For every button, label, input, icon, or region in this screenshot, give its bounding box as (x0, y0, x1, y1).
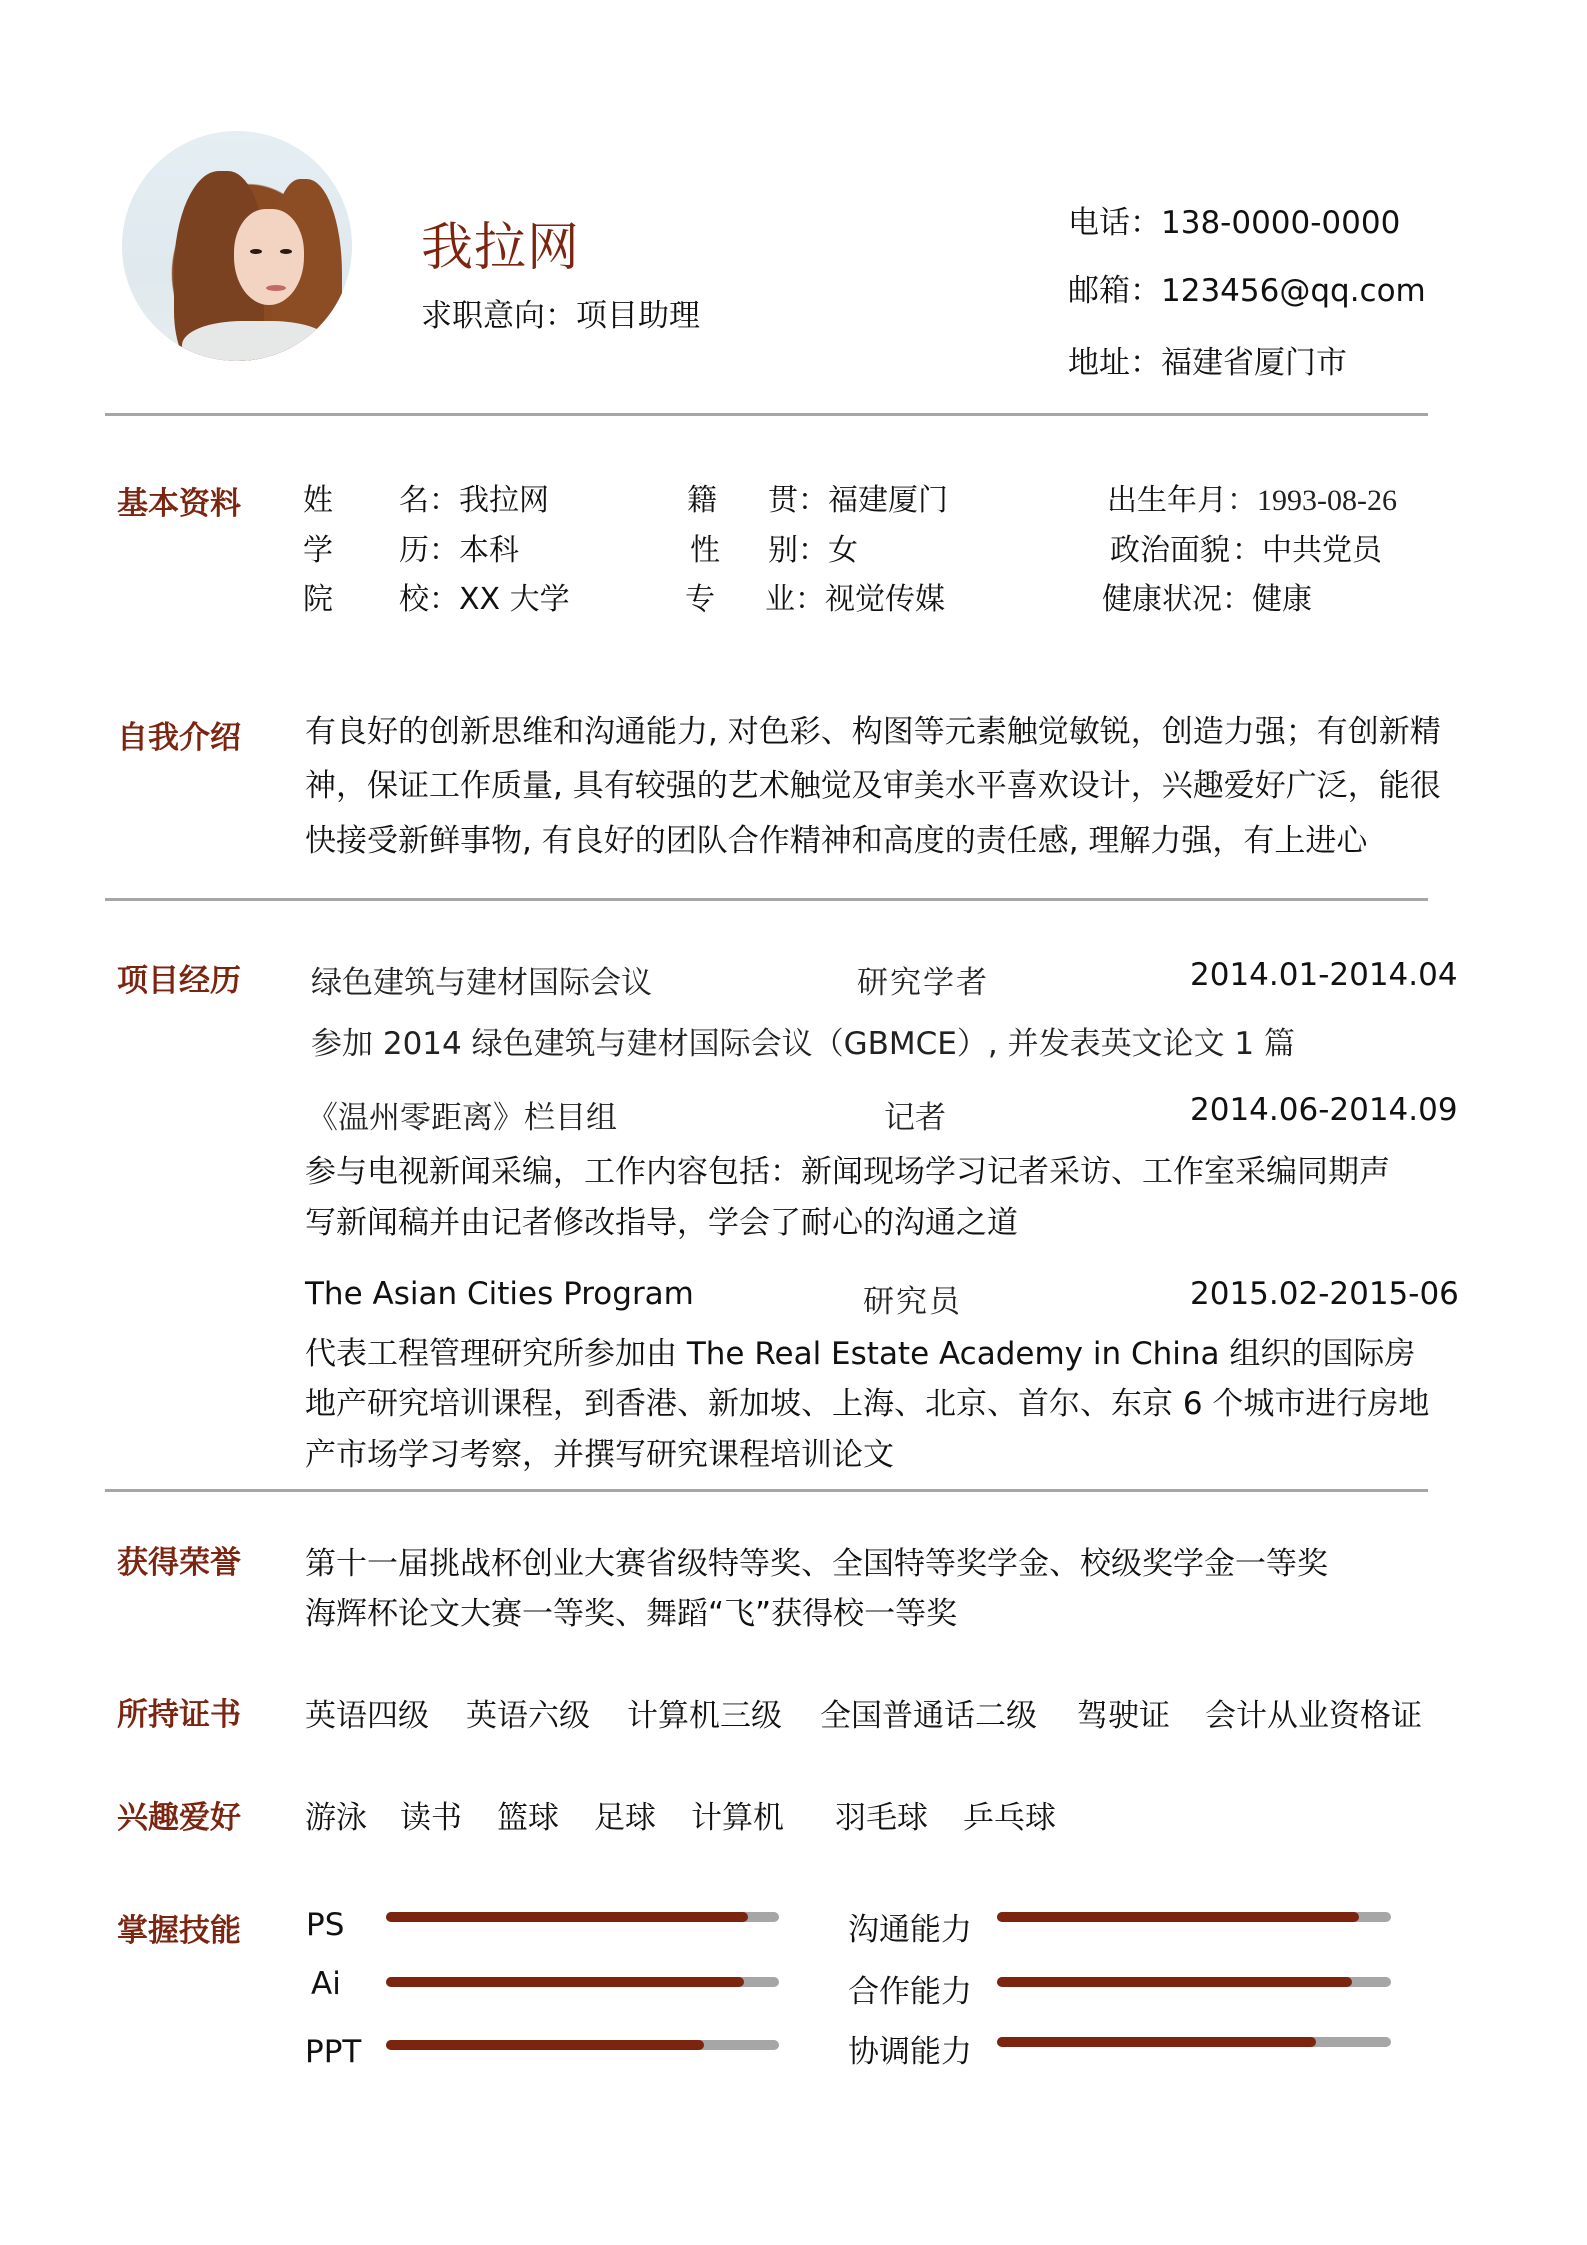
skill-label: 沟通能力 (848, 1912, 972, 1948)
certificate-item: 驾驶证 (1077, 1698, 1170, 1734)
info-value-gender: ：女 (798, 533, 858, 568)
project-period: 2014.01-2014.04 (1190, 957, 1458, 993)
skill-bar (997, 1977, 1391, 1987)
certificate-item: 全国普通话二级 (820, 1698, 1037, 1734)
contact-email: 邮箱：123456@qq.com (1068, 273, 1426, 309)
divider (105, 898, 1428, 901)
divider (105, 413, 1428, 416)
info-key-char: 籍 (687, 483, 717, 518)
contact-address: 地址：福建省厦门市 (1068, 345, 1347, 381)
section-heading-hobbies: 兴趣爱好 (117, 1800, 241, 1836)
photo-eye (250, 249, 262, 254)
info-key-char: 性 (690, 533, 720, 568)
info-value-education: ：本科 (429, 533, 519, 568)
certificate-item: 英语四级 (305, 1698, 429, 1734)
info-key-char: 别 (768, 533, 798, 568)
honor-line: 海辉杯论文大赛一等奖、舞蹈“飞”获得校一等奖 (305, 1596, 958, 1632)
info-key-char: 贯 (768, 483, 798, 518)
photo-face (234, 209, 304, 305)
skill-bar (997, 1912, 1391, 1922)
project-role: 研究学者 (857, 965, 989, 1001)
skill-label: PS (306, 1907, 345, 1943)
info-key-char: 院 (303, 582, 333, 617)
certificate-item: 计算机三级 (627, 1698, 782, 1734)
hobby-item: 游泳 (305, 1800, 367, 1836)
project-desc-line: 代表工程管理研究所参加由 The Real Estate Academy in China 组织的国际房 (305, 1336, 1416, 1372)
project-period: 2015.02-2015-06 (1190, 1276, 1459, 1312)
info-value-health: ：健康 (1222, 582, 1312, 617)
info-value-name: ：我拉网 (429, 483, 549, 518)
divider (105, 1489, 1428, 1492)
skill-bar (386, 2040, 779, 2050)
info-value-politics: ：中共党员 (1232, 533, 1382, 568)
project-role: 研究员 (863, 1284, 962, 1320)
info-value-major: ：视觉传媒 (795, 582, 945, 617)
info-key-politics: 政治面貌 (1110, 533, 1230, 568)
project-desc-line: 参与电视新闻采编，工作内容包括：新闻现场学习记者采访、工作室采编同期声 (305, 1154, 1390, 1190)
info-value-school: ：XX 大学 (429, 582, 570, 617)
self-intro-line: 快接受新鲜事物, 有良好的团队合作精神和高度的责任感, 理解力强，有上进心 (305, 823, 1368, 859)
project-role: 记者 (884, 1100, 946, 1136)
section-heading-honors: 获得荣誉 (117, 1545, 241, 1581)
hobby-item: 乒乓球 (963, 1800, 1056, 1836)
avatar-photo (122, 131, 352, 361)
info-key-char: 姓 (303, 483, 333, 518)
info-key-char: 历 (399, 533, 429, 568)
honor-line: 第十一届挑战杯创业大赛省级特等奖、全国特等奖学金、校级奖学金一等奖 (305, 1546, 1328, 1582)
skill-label: Ai (311, 1966, 341, 2002)
candidate-name: 我拉网 (421, 218, 581, 278)
skill-bar-fill (386, 1912, 748, 1922)
info-key-char: 专 (685, 582, 715, 617)
info-key-char: 名 (399, 483, 429, 518)
info-key-char: 业 (765, 582, 795, 617)
info-value-birth: ：1993-08-26 (1227, 484, 1397, 517)
project-title: 《温州零距离》栏目组 (307, 1100, 617, 1136)
photo-eye (280, 249, 292, 254)
skill-label: 合作能力 (848, 1974, 972, 2010)
skill-label: 协调能力 (848, 2034, 972, 2070)
info-key-char: 学 (303, 533, 333, 568)
skill-bar-fill (997, 2037, 1316, 2047)
project-title: 绿色建筑与建材国际会议 (311, 965, 652, 1001)
skill-bar-fill (997, 1977, 1352, 1987)
section-heading-projects: 项目经历 (117, 963, 241, 999)
section-heading-certificates: 所持证书 (117, 1697, 241, 1733)
hobby-item: 读书 (400, 1800, 462, 1836)
skill-bar-fill (386, 2040, 704, 2050)
skill-bar (386, 1912, 779, 1922)
certificate-item: 英语六级 (466, 1698, 590, 1734)
info-value-hometown: ：福建厦门 (798, 483, 948, 518)
project-desc-line: 地产研究培训课程，到香港、新加坡、上海、北京、首尔、东京 6 个城市进行房地 (305, 1386, 1430, 1422)
section-heading-basic-info: 基本资料 (117, 486, 241, 522)
skill-bar-fill (386, 1977, 744, 1987)
project-desc-line: 写新闻稿并由记者修改指导，学会了耐心的沟通之道 (305, 1205, 1018, 1241)
skill-bar (997, 2037, 1391, 2047)
photo-lips (266, 285, 286, 291)
info-key-birth: 出生年月 (1107, 483, 1227, 518)
contact-phone: 电话：138-0000-0000 (1068, 205, 1401, 241)
hobby-item: 篮球 (497, 1800, 559, 1836)
hobby-item: 计算机 (691, 1800, 784, 1836)
photo-shirt (182, 321, 332, 361)
project-title: The Asian Cities Program (305, 1276, 694, 1312)
project-period: 2014.06-2014.09 (1190, 1092, 1458, 1128)
hobby-item: 足球 (594, 1800, 656, 1836)
section-heading-self-intro: 自我介绍 (117, 720, 241, 756)
project-desc-line: 产市场学习考察，并撰写研究课程培训论文 (305, 1437, 894, 1473)
section-heading-skills: 掌握技能 (117, 1913, 241, 1949)
info-key-health: 健康状况 (1102, 582, 1222, 617)
info-key-char: 校 (399, 582, 429, 617)
certificate-item: 会计从业资格证 (1205, 1698, 1422, 1734)
project-desc-line: 参加 2014 绿色建筑与建材国际会议（GBMCE）, 并发表英文论文 1 篇 (311, 1026, 1296, 1062)
self-intro-line: 神，保证工作质量, 具有较强的艺术触觉及审美水平喜欢设计，兴趣爱好广泛，能很 (305, 768, 1441, 804)
skill-bar-fill (997, 1912, 1359, 1922)
self-intro-line: 有良好的创新思维和沟通能力, 对色彩、构图等元素触觉敏锐，创造力强；有创新精 (305, 714, 1441, 750)
hobby-item: 羽毛球 (835, 1800, 928, 1836)
skill-label: PPT (305, 2034, 362, 2070)
skill-bar (386, 1977, 779, 1987)
job-intent: 求职意向：项目助理 (421, 298, 700, 334)
